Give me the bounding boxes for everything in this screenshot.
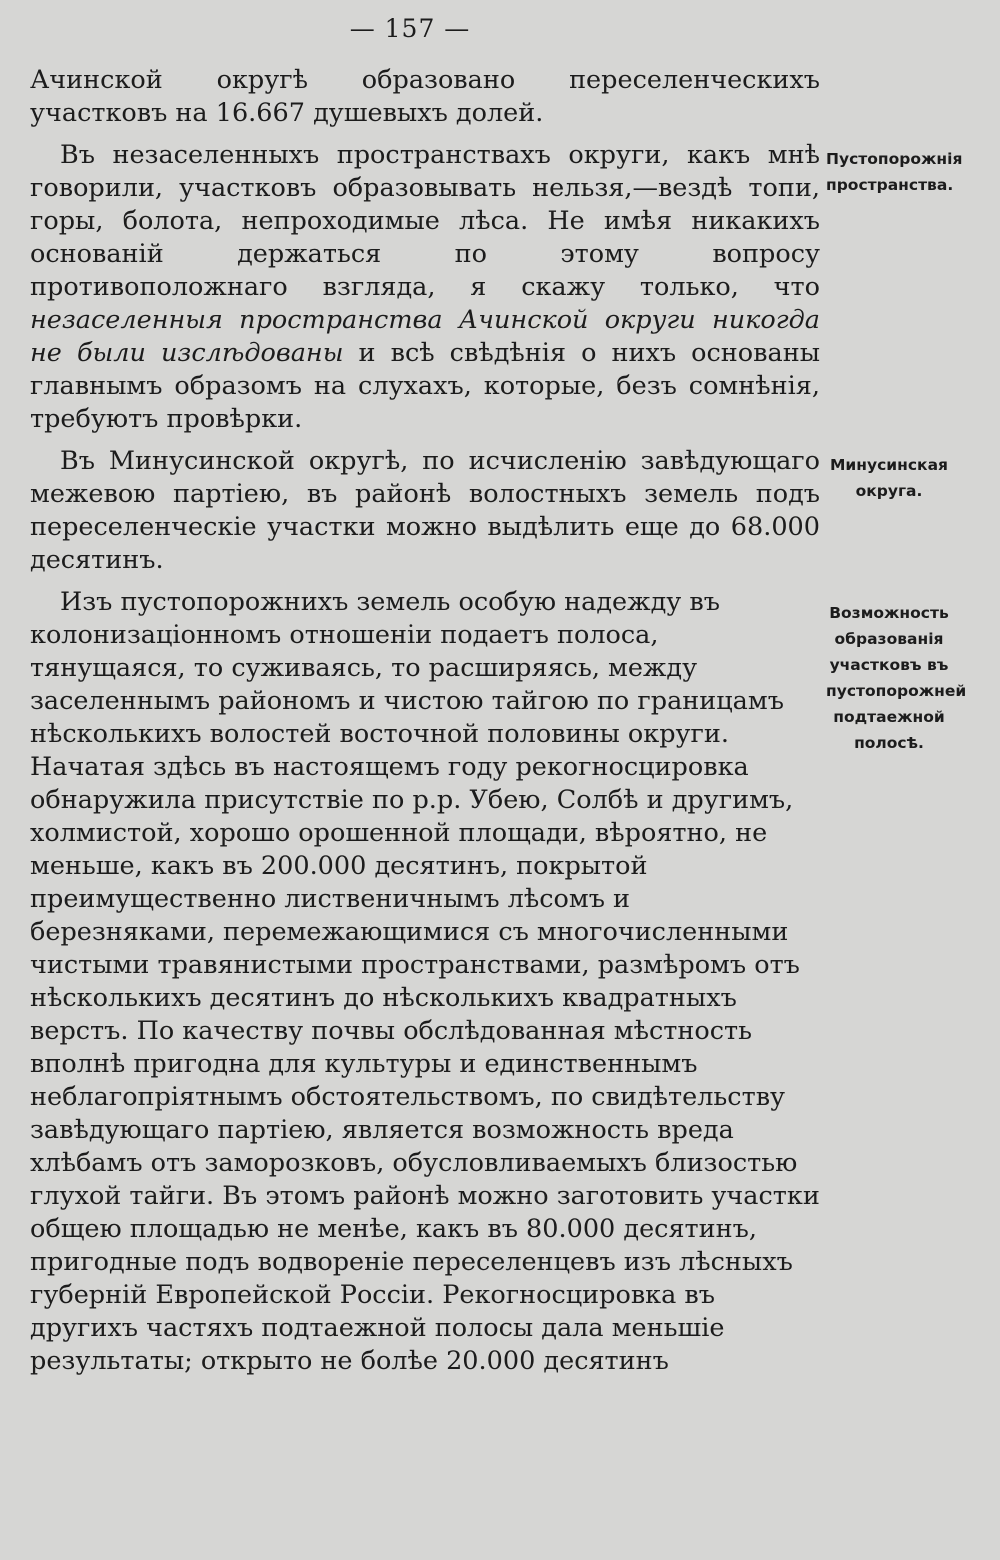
paragraph-2-text-b: и всѣ свѣдѣнія о нихъ основаны главнымъ образомъ на слухахъ, которые, безъ сомнѣнія, требуютъ провѣрки. (30, 338, 820, 434)
margin-note-minusinsk: Минусинская округа. (830, 456, 948, 500)
paragraph-1: Ачинской округѣ образовано переселенческихъ участковъ на 16.667 душевыхъ долей. (30, 65, 820, 128)
margin-note-taiga-strip: Возможность образованія участковъ въ пустопорожней подтаежной полосѣ. (826, 604, 967, 752)
margin-note-empty-lands: Пустопорожнія пространства. (826, 150, 963, 194)
paragraph-2 (30, 139, 820, 436)
paragraph-4: Изъ пустопорожнихъ земель особую надежду въ колонизаціонномъ отношеніи подаетъ полоса, тянущаяся, то суживаясь, то расширяясь, между заселеннымъ райономъ и чистою тайгою по границамъ нѣсколькихъ волостей восточной половины округи. Начатая здѣсь въ настоящемъ году рекогносцировка обнаружила присутствіе по р.р. Убею, Солбѣ и другимъ, холмистой, хорошо орошенной площади, вѣроятно, не меньше, какъ въ 200.000 десятинъ, покрытой преимущественно лиственичнымъ лѣсомъ и березняками, перемежающимися съ многочисленными чистыми травянистыми пространствами, размѣромъ отъ нѣсколькихъ десятинъ до нѣсколькихъ квадратныхъ верстъ. По качеству почвы обслѣдованная мѣстность вполнѣ пригодна для культуры и единственнымъ неблагопріятнымъ обстоятельствомъ, по свидѣтельству завѣдующаго партіею, является возможность вреда хлѣбамъ отъ заморозковъ, обусловливаемыхъ близостью глухой тайги. Въ этомъ районѣ можно заготовить участки общею площадью не менѣе, какъ въ 80.000 десятинъ, пригодные подъ водвореніе переселенцевъ изъ лѣсныхъ губерній Европейской Россіи. Рекогносцировка въ другихъ частяхъ подтаежной полосы дала меньшіе результаты; открыто не болѣе 20.000 десятинъ (30, 587, 820, 1376)
paragraph-3: Въ Минусинской округѣ, по исчисленію завѣдующаго межевою партіею, въ районѣ волостныхъ земель подъ переселенческіе участки можно выдѣлить еще до 68.000 десятинъ. (30, 446, 820, 575)
page-number: — 157 — (349, 14, 471, 43)
paragraph-2-italic: незаселенныя пространства Ачинской округи никогда не были изслѣдованы (30, 305, 820, 368)
paragraph-2-text-a: Въ незаселенныхъ пространствахъ округи, какъ мнѣ говорили, участковъ образовывать нельзя,—вездѣ топи, горы, болота, непроходимые лѣса. Не имѣя никакихъ основаній держаться по этому вопросу противоположнаго взгляда, я скажу только, что (30, 140, 820, 302)
main-text (30, 64, 820, 1387)
